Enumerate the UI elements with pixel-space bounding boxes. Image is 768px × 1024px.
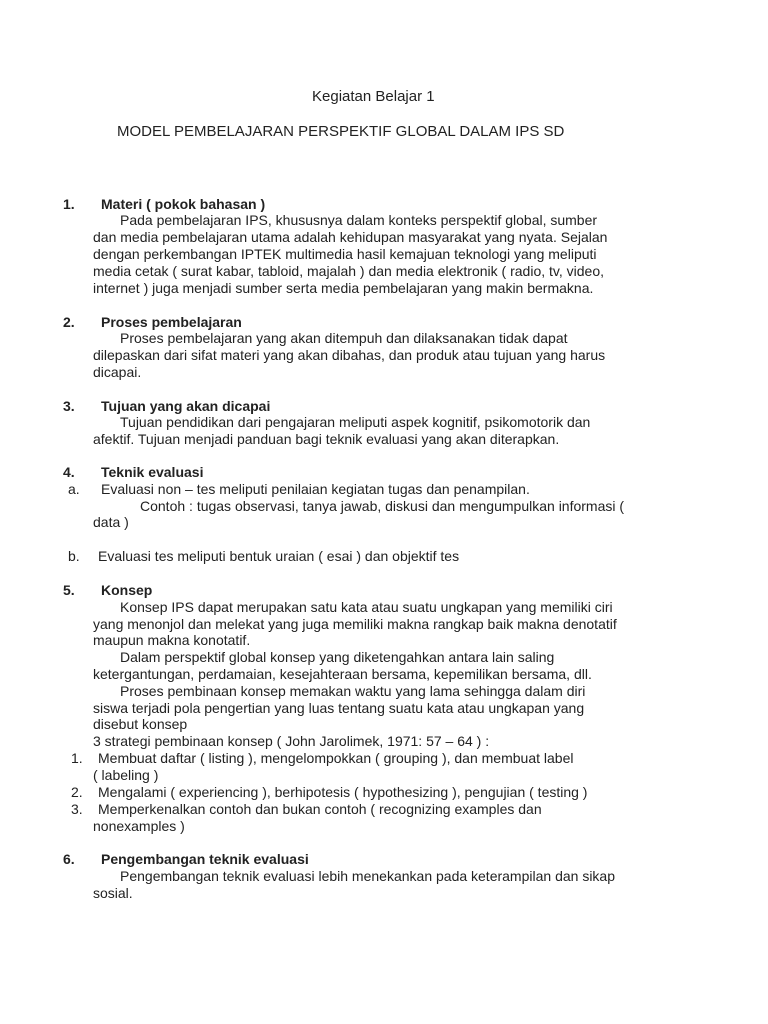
section-heading: Teknik evaluasi xyxy=(101,464,204,480)
paragraph-line: disebut konsep xyxy=(93,716,188,732)
paragraph-line: dan media pembelajaran utama adalah kehidupan masyarakat yang nyata. Sejalan xyxy=(93,229,608,245)
section-heading: Konsep xyxy=(101,582,153,598)
paragraph-line: siswa terjadi pola pengertian yang luas tentang suatu kata atau ungkapan yang xyxy=(93,700,585,716)
list-item-line: data ) xyxy=(93,514,129,530)
section-heading: Proses pembelajaran xyxy=(101,314,242,330)
paragraph-line: sosial. xyxy=(93,885,133,901)
list-item-line: ( labeling ) xyxy=(93,767,159,783)
paragraph-line: Pengembangan teknik evaluasi lebih menekankan pada keterampilan dan sikap xyxy=(120,868,615,884)
document-subtitle: MODEL PEMBELAJARAN PERSPEKTIF GLOBAL DALAM IPS SD xyxy=(117,123,565,140)
section-number: 6. xyxy=(63,851,75,867)
section-number: 1. xyxy=(63,196,75,212)
section-heading: Materi ( pokok bahasan ) xyxy=(101,196,266,212)
section-number: 2. xyxy=(63,314,75,330)
paragraph-line: media cetak ( surat kabar, tabloid, majalah ) dan media elektronik ( radio, tv, video, xyxy=(93,263,604,279)
paragraph-line: yang menonjol dan melekat yang juga memiliki makna rangkap baik makna denotatif xyxy=(93,616,617,632)
paragraph-line: dilepaskan dari sifat materi yang akan dibahas, dan produk atau tujuan yang harus xyxy=(93,347,606,363)
section-number: 4. xyxy=(63,464,75,480)
paragraph-line: dicapai. xyxy=(93,364,142,380)
paragraph-line: dengan perkembangan IPTEK multimedia hasil kemajuan teknologi yang meliputi xyxy=(93,246,597,262)
paragraph-line: internet ) juga menjadi sumber serta media pembelajaran yang makin bermakna. xyxy=(93,280,594,296)
paragraph-line: Konsep IPS dapat merupakan satu kata atau suatu ungkapan yang memiliki ciri xyxy=(120,599,613,615)
section-number: 5. xyxy=(63,582,75,598)
paragraph-line: Dalam perspektif global konsep yang diketengahkan antara lain saling xyxy=(120,649,555,665)
document-title: Kegiatan Belajar 1 xyxy=(312,88,435,105)
list-marker: b. xyxy=(68,548,80,564)
list-item-line: Mengalami ( experiencing ), berhipotesis ( hypothesizing ), pengujian ( testing ) xyxy=(98,784,588,800)
list-marker: 1. xyxy=(71,750,83,766)
paragraph-line: Tujuan pendidikan dari pengajaran meliputi aspek kognitif, psikomotorik dan xyxy=(120,414,591,430)
section-number: 3. xyxy=(63,398,75,414)
paragraph-line: Proses pembelajaran yang akan ditempuh dan dilaksanakan tidak dapat xyxy=(120,330,568,346)
paragraph-line: afektif. Tujuan menjadi panduan bagi teknik evaluasi yang akan diterapkan. xyxy=(93,431,560,447)
paragraph-line: Pada pembelajaran IPS, khususnya dalam konteks perspektif global, sumber xyxy=(120,212,598,228)
list-marker: 3. xyxy=(71,801,83,817)
list-item-line: Memperkenalkan contoh dan bukan contoh ( recognizing examples dan xyxy=(98,801,542,817)
list-marker: a. xyxy=(68,481,80,497)
section-heading: Tujuan yang akan dicapai xyxy=(101,398,271,414)
list-marker: 2. xyxy=(71,784,83,800)
paragraph-line: 3 strategi pembinaan konsep ( John Jarolimek, 1971: 57 – 64 ) : xyxy=(93,733,490,749)
paragraph-line: ketergantungan, perdamaian, kesejahteraan bersama, kepemilikan bersama, dll. xyxy=(93,666,592,682)
paragraph-line: maupun makna konotatif. xyxy=(93,632,251,648)
section-heading: Pengembangan teknik evaluasi xyxy=(101,851,309,867)
paragraph-line: Proses pembinaan konsep memakan waktu yang lama sehingga dalam diri xyxy=(120,683,586,699)
list-item-line: nonexamples ) xyxy=(93,818,185,834)
list-item-line: Evaluasi non – tes meliputi penilaian kegiatan tugas dan penampilan. xyxy=(101,481,530,497)
list-item-line: Evaluasi tes meliputi bentuk uraian ( esai ) dan objektif tes xyxy=(98,548,460,564)
list-item-line: Membuat daftar ( listing ), mengelompokkan ( grouping ), dan membuat label xyxy=(98,750,574,766)
list-item-line: Contoh : tugas observasi, tanya jawab, diskusi dan mengumpulkan informasi ( xyxy=(140,498,625,514)
